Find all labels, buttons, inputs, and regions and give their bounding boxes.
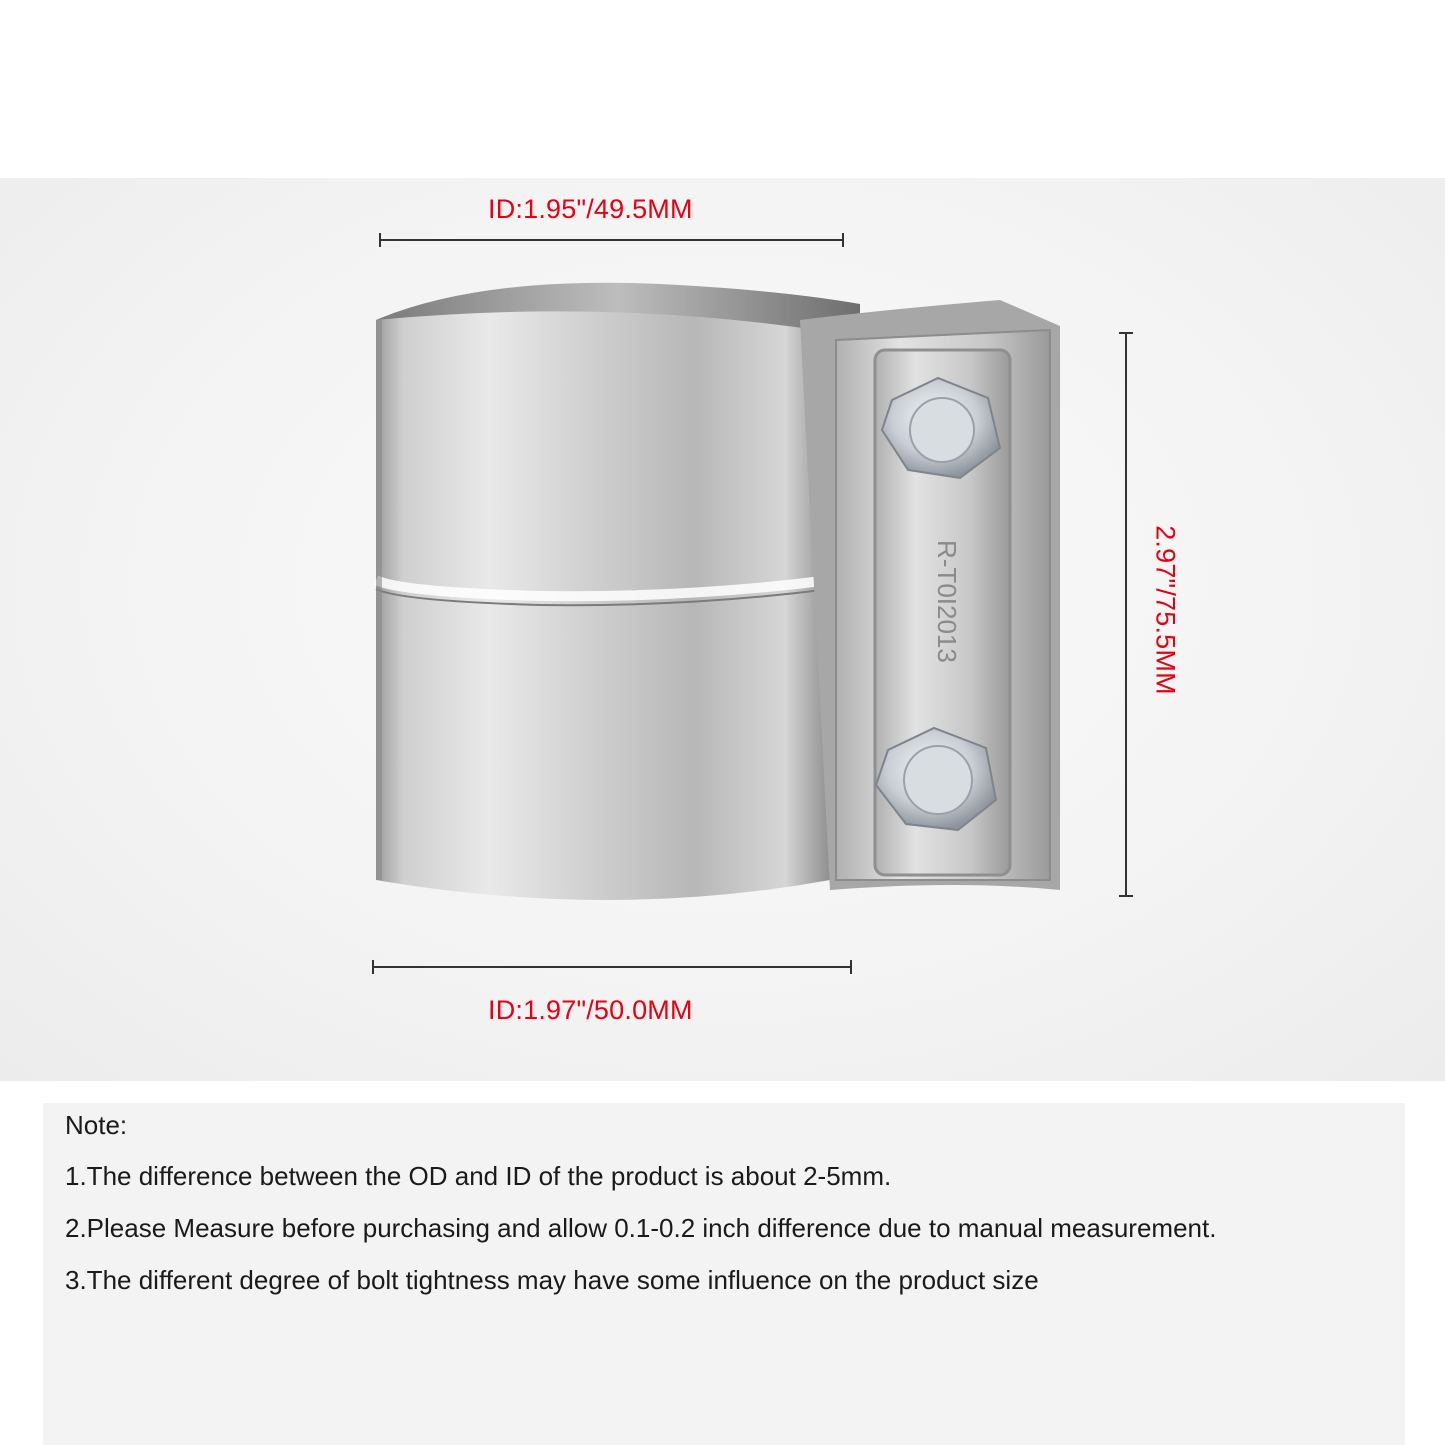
height-dimension-line <box>1125 333 1127 896</box>
top-id-tick-left <box>379 233 381 247</box>
top-id-tick-right <box>842 233 844 247</box>
clamp-stamp-text: R-T0I2013 <box>932 540 962 663</box>
height-tick-bottom <box>1119 895 1133 897</box>
note-heading: Note: <box>65 1110 128 1140</box>
note-item: 2.Please Measure before purchasing and allow 0.1-0.2 inch difference due to manual measurement. <box>65 1213 1217 1243</box>
note-panel <box>43 1103 1405 1445</box>
height-tick-top <box>1119 332 1133 334</box>
bottom-id-tick-right <box>850 960 852 974</box>
note-item: 1.The difference between the OD and ID of the product is about 2-5mm. <box>65 1161 892 1191</box>
exhaust-clamp-image <box>360 280 1080 920</box>
bottom-id-tick-left <box>372 960 374 974</box>
height-label: 2.97"/75.5MM <box>1150 525 1181 695</box>
bottom-id-label: ID:1.97"/50.0MM <box>488 995 693 1025</box>
top-id-dimension-line <box>380 239 843 241</box>
top-id-label: ID:1.95"/49.5MM <box>488 194 693 224</box>
note-item: 3.The different degree of bolt tightness may have some influence on the product size <box>65 1265 1039 1295</box>
bottom-id-dimension-line <box>373 966 851 968</box>
